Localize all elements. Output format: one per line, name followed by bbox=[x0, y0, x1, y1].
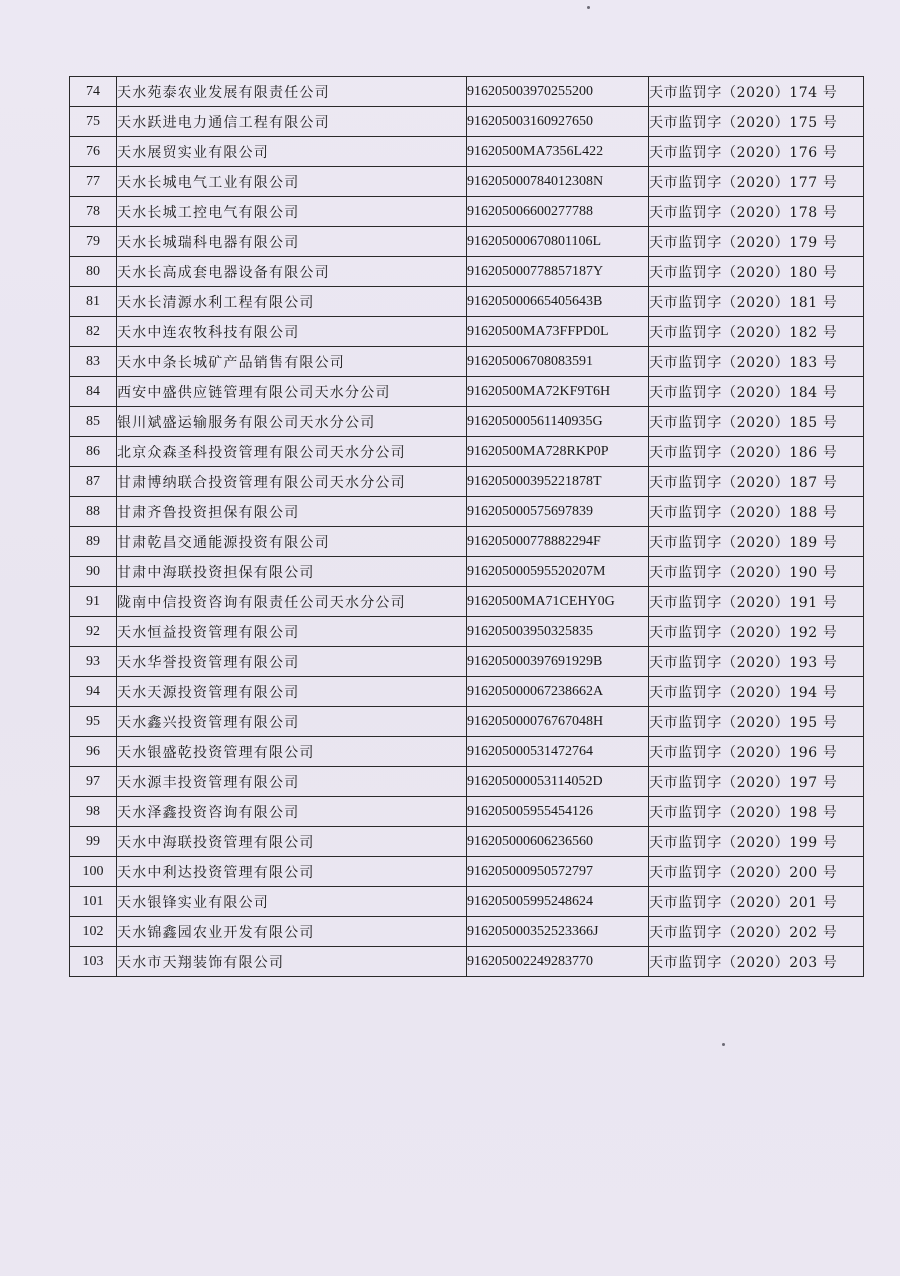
credit-code: 916205000076767048H bbox=[467, 707, 649, 737]
row-number: 84 bbox=[70, 377, 117, 407]
company-name: 天水展贸实业有限公司 bbox=[117, 137, 467, 167]
table-row bbox=[70, 917, 864, 947]
credit-code: 91620500MA728RKP0P bbox=[467, 437, 649, 467]
table-row bbox=[70, 677, 864, 707]
company-name: 天水苑泰农业发展有限责任公司 bbox=[117, 77, 467, 107]
credit-code: 916205003160927650 bbox=[467, 107, 649, 137]
row-number: 100 bbox=[70, 857, 117, 887]
penalty-document-number: 天市监罚字（2020）175 号 bbox=[649, 107, 864, 137]
penalty-document-number: 天市监罚字（2020）188 号 bbox=[649, 497, 864, 527]
table-row bbox=[70, 527, 864, 557]
penalty-document-number: 天市监罚字（2020）203 号 bbox=[649, 947, 864, 977]
row-number: 89 bbox=[70, 527, 117, 557]
table-row bbox=[70, 707, 864, 737]
company-name: 天水长高成套电器设备有限公司 bbox=[117, 257, 467, 287]
company-name: 天水锦鑫园农业开发有限公司 bbox=[117, 917, 467, 947]
table-row bbox=[70, 197, 864, 227]
company-name: 天水源丰投资管理有限公司 bbox=[117, 767, 467, 797]
credit-code: 916205000561140935G bbox=[467, 407, 649, 437]
row-number: 102 bbox=[70, 917, 117, 947]
row-number: 83 bbox=[70, 347, 117, 377]
penalty-document-number: 天市监罚字（2020）185 号 bbox=[649, 407, 864, 437]
penalty-document-number: 天市监罚字（2020）178 号 bbox=[649, 197, 864, 227]
credit-code: 91620500MA72KF9T6H bbox=[467, 377, 649, 407]
table-row bbox=[70, 497, 864, 527]
row-number: 87 bbox=[70, 467, 117, 497]
company-name: 天水中条长城矿产品销售有限公司 bbox=[117, 347, 467, 377]
credit-code: 916205000395221878T bbox=[467, 467, 649, 497]
table-row bbox=[70, 167, 864, 197]
table-row bbox=[70, 77, 864, 107]
penalty-document-number: 天市监罚字（2020）191 号 bbox=[649, 587, 864, 617]
table-row bbox=[70, 767, 864, 797]
credit-code: 916205002249283770 bbox=[467, 947, 649, 977]
penalty-document-number: 天市监罚字（2020）183 号 bbox=[649, 347, 864, 377]
company-name: 天水长城电气工业有限公司 bbox=[117, 167, 467, 197]
credit-code: 916205000531472764 bbox=[467, 737, 649, 767]
table-row bbox=[70, 257, 864, 287]
penalty-document-number: 天市监罚字（2020）174 号 bbox=[649, 77, 864, 107]
table-row bbox=[70, 737, 864, 767]
company-name: 天水华誉投资管理有限公司 bbox=[117, 647, 467, 677]
credit-code: 91620500MA71CEHY0G bbox=[467, 587, 649, 617]
penalty-document-number: 天市监罚字（2020）179 号 bbox=[649, 227, 864, 257]
credit-code: 916205000397691929B bbox=[467, 647, 649, 677]
row-number: 96 bbox=[70, 737, 117, 767]
row-number: 86 bbox=[70, 437, 117, 467]
penalty-document-number: 天市监罚字（2020）176 号 bbox=[649, 137, 864, 167]
company-name: 天水长清源水利工程有限公司 bbox=[117, 287, 467, 317]
table-row bbox=[70, 797, 864, 827]
table-row bbox=[70, 557, 864, 587]
penalty-document-number: 天市监罚字（2020）182 号 bbox=[649, 317, 864, 347]
row-number: 77 bbox=[70, 167, 117, 197]
credit-code: 916205000950572797 bbox=[467, 857, 649, 887]
company-name: 陇南中信投资咨询有限责任公司天水分公司 bbox=[117, 587, 467, 617]
company-name: 天水泽鑫投资咨询有限公司 bbox=[117, 797, 467, 827]
credit-code: 916205000575697839 bbox=[467, 497, 649, 527]
penalty-document-number: 天市监罚字（2020）186 号 bbox=[649, 437, 864, 467]
row-number: 74 bbox=[70, 77, 117, 107]
row-number: 88 bbox=[70, 497, 117, 527]
table-row bbox=[70, 827, 864, 857]
row-number: 82 bbox=[70, 317, 117, 347]
row-number: 79 bbox=[70, 227, 117, 257]
penalty-document-number: 天市监罚字（2020）199 号 bbox=[649, 827, 864, 857]
row-number: 97 bbox=[70, 767, 117, 797]
company-name: 天水天源投资管理有限公司 bbox=[117, 677, 467, 707]
credit-code: 916205000053114052D bbox=[467, 767, 649, 797]
table-row bbox=[70, 947, 864, 977]
company-name: 甘肃中海联投资担保有限公司 bbox=[117, 557, 467, 587]
company-name: 天水长城工控电气有限公司 bbox=[117, 197, 467, 227]
credit-code: 916205006708083591 bbox=[467, 347, 649, 377]
credit-code: 916205000665405643B bbox=[467, 287, 649, 317]
credit-code: 916205000352523366J bbox=[467, 917, 649, 947]
penalty-document-number: 天市监罚字（2020）194 号 bbox=[649, 677, 864, 707]
table-row bbox=[70, 857, 864, 887]
table-row bbox=[70, 887, 864, 917]
penalty-document-number: 天市监罚字（2020）200 号 bbox=[649, 857, 864, 887]
credit-code: 91620500MA7356L422 bbox=[467, 137, 649, 167]
table-row bbox=[70, 107, 864, 137]
row-number: 80 bbox=[70, 257, 117, 287]
row-number: 94 bbox=[70, 677, 117, 707]
row-number: 75 bbox=[70, 107, 117, 137]
row-number: 85 bbox=[70, 407, 117, 437]
penalty-document-number: 天市监罚字（2020）180 号 bbox=[649, 257, 864, 287]
table-row bbox=[70, 647, 864, 677]
company-name: 天水银盛乾投资管理有限公司 bbox=[117, 737, 467, 767]
credit-code: 916205000595520207M bbox=[467, 557, 649, 587]
table-row bbox=[70, 617, 864, 647]
penalty-document-number: 天市监罚字（2020）196 号 bbox=[649, 737, 864, 767]
table-row bbox=[70, 287, 864, 317]
table-row bbox=[70, 407, 864, 437]
company-name: 天水中海联投资管理有限公司 bbox=[117, 827, 467, 857]
company-name: 天水银锋实业有限公司 bbox=[117, 887, 467, 917]
row-number: 99 bbox=[70, 827, 117, 857]
credit-code: 916205005995248624 bbox=[467, 887, 649, 917]
credit-code: 916205000067238662A bbox=[467, 677, 649, 707]
company-name: 甘肃齐鲁投资担保有限公司 bbox=[117, 497, 467, 527]
row-number: 78 bbox=[70, 197, 117, 227]
table-row bbox=[70, 317, 864, 347]
company-name: 甘肃乾昌交通能源投资有限公司 bbox=[117, 527, 467, 557]
penalty-document-number: 天市监罚字（2020）201 号 bbox=[649, 887, 864, 917]
credit-code: 916205000778882294F bbox=[467, 527, 649, 557]
row-number: 93 bbox=[70, 647, 117, 677]
company-name: 北京众森圣科投资管理有限公司天水分公司 bbox=[117, 437, 467, 467]
penalty-document-number: 天市监罚字（2020）190 号 bbox=[649, 557, 864, 587]
credit-code: 916205000778857187Y bbox=[467, 257, 649, 287]
credit-code: 916205003970255200 bbox=[467, 77, 649, 107]
row-number: 81 bbox=[70, 287, 117, 317]
row-number: 98 bbox=[70, 797, 117, 827]
table-row bbox=[70, 437, 864, 467]
penalty-document-number: 天市监罚字（2020）177 号 bbox=[649, 167, 864, 197]
penalty-document-number: 天市监罚字（2020）193 号 bbox=[649, 647, 864, 677]
penalty-document-number: 天市监罚字（2020）181 号 bbox=[649, 287, 864, 317]
credit-code: 916205006600277788 bbox=[467, 197, 649, 227]
row-number: 76 bbox=[70, 137, 117, 167]
penalty-document-number: 天市监罚字（2020）202 号 bbox=[649, 917, 864, 947]
table-body bbox=[70, 77, 864, 977]
penalty-document-number: 天市监罚字（2020）192 号 bbox=[649, 617, 864, 647]
table-row bbox=[70, 347, 864, 377]
penalty-document-number: 天市监罚字（2020）187 号 bbox=[649, 467, 864, 497]
company-name: 天水鑫兴投资管理有限公司 bbox=[117, 707, 467, 737]
row-number: 95 bbox=[70, 707, 117, 737]
company-name: 天水市天翔装饰有限公司 bbox=[117, 947, 467, 977]
credit-code: 916205005955454126 bbox=[467, 797, 649, 827]
penalty-record-table bbox=[69, 76, 864, 977]
penalty-document-number: 天市监罚字（2020）197 号 bbox=[649, 767, 864, 797]
penalty-document-number: 天市监罚字（2020）184 号 bbox=[649, 377, 864, 407]
row-number: 92 bbox=[70, 617, 117, 647]
credit-code: 916205000784012308N bbox=[467, 167, 649, 197]
company-name: 天水跃进电力通信工程有限公司 bbox=[117, 107, 467, 137]
credit-code: 91620500MA73FFPD0L bbox=[467, 317, 649, 347]
company-name: 甘肃博纳联合投资管理有限公司天水分公司 bbox=[117, 467, 467, 497]
company-name: 银川斌盛运输服务有限公司天水分公司 bbox=[117, 407, 467, 437]
table-row bbox=[70, 587, 864, 617]
company-name: 天水恒益投资管理有限公司 bbox=[117, 617, 467, 647]
row-number: 91 bbox=[70, 587, 117, 617]
table-row bbox=[70, 137, 864, 167]
scan-speck bbox=[587, 6, 590, 9]
row-number: 103 bbox=[70, 947, 117, 977]
penalty-document-number: 天市监罚字（2020）189 号 bbox=[649, 527, 864, 557]
company-name: 天水中连农牧科技有限公司 bbox=[117, 317, 467, 347]
company-name: 西安中盛供应链管理有限公司天水分公司 bbox=[117, 377, 467, 407]
table-row bbox=[70, 227, 864, 257]
table-row bbox=[70, 467, 864, 497]
credit-code: 916205003950325835 bbox=[467, 617, 649, 647]
company-name: 天水长城瑞科电器有限公司 bbox=[117, 227, 467, 257]
scan-speck bbox=[722, 1043, 725, 1046]
row-number: 90 bbox=[70, 557, 117, 587]
credit-code: 916205000670801106L bbox=[467, 227, 649, 257]
company-name: 天水中利达投资管理有限公司 bbox=[117, 857, 467, 887]
table-row bbox=[70, 377, 864, 407]
penalty-document-number: 天市监罚字（2020）195 号 bbox=[649, 707, 864, 737]
credit-code: 916205000606236560 bbox=[467, 827, 649, 857]
penalty-document-number: 天市监罚字（2020）198 号 bbox=[649, 797, 864, 827]
row-number: 101 bbox=[70, 887, 117, 917]
